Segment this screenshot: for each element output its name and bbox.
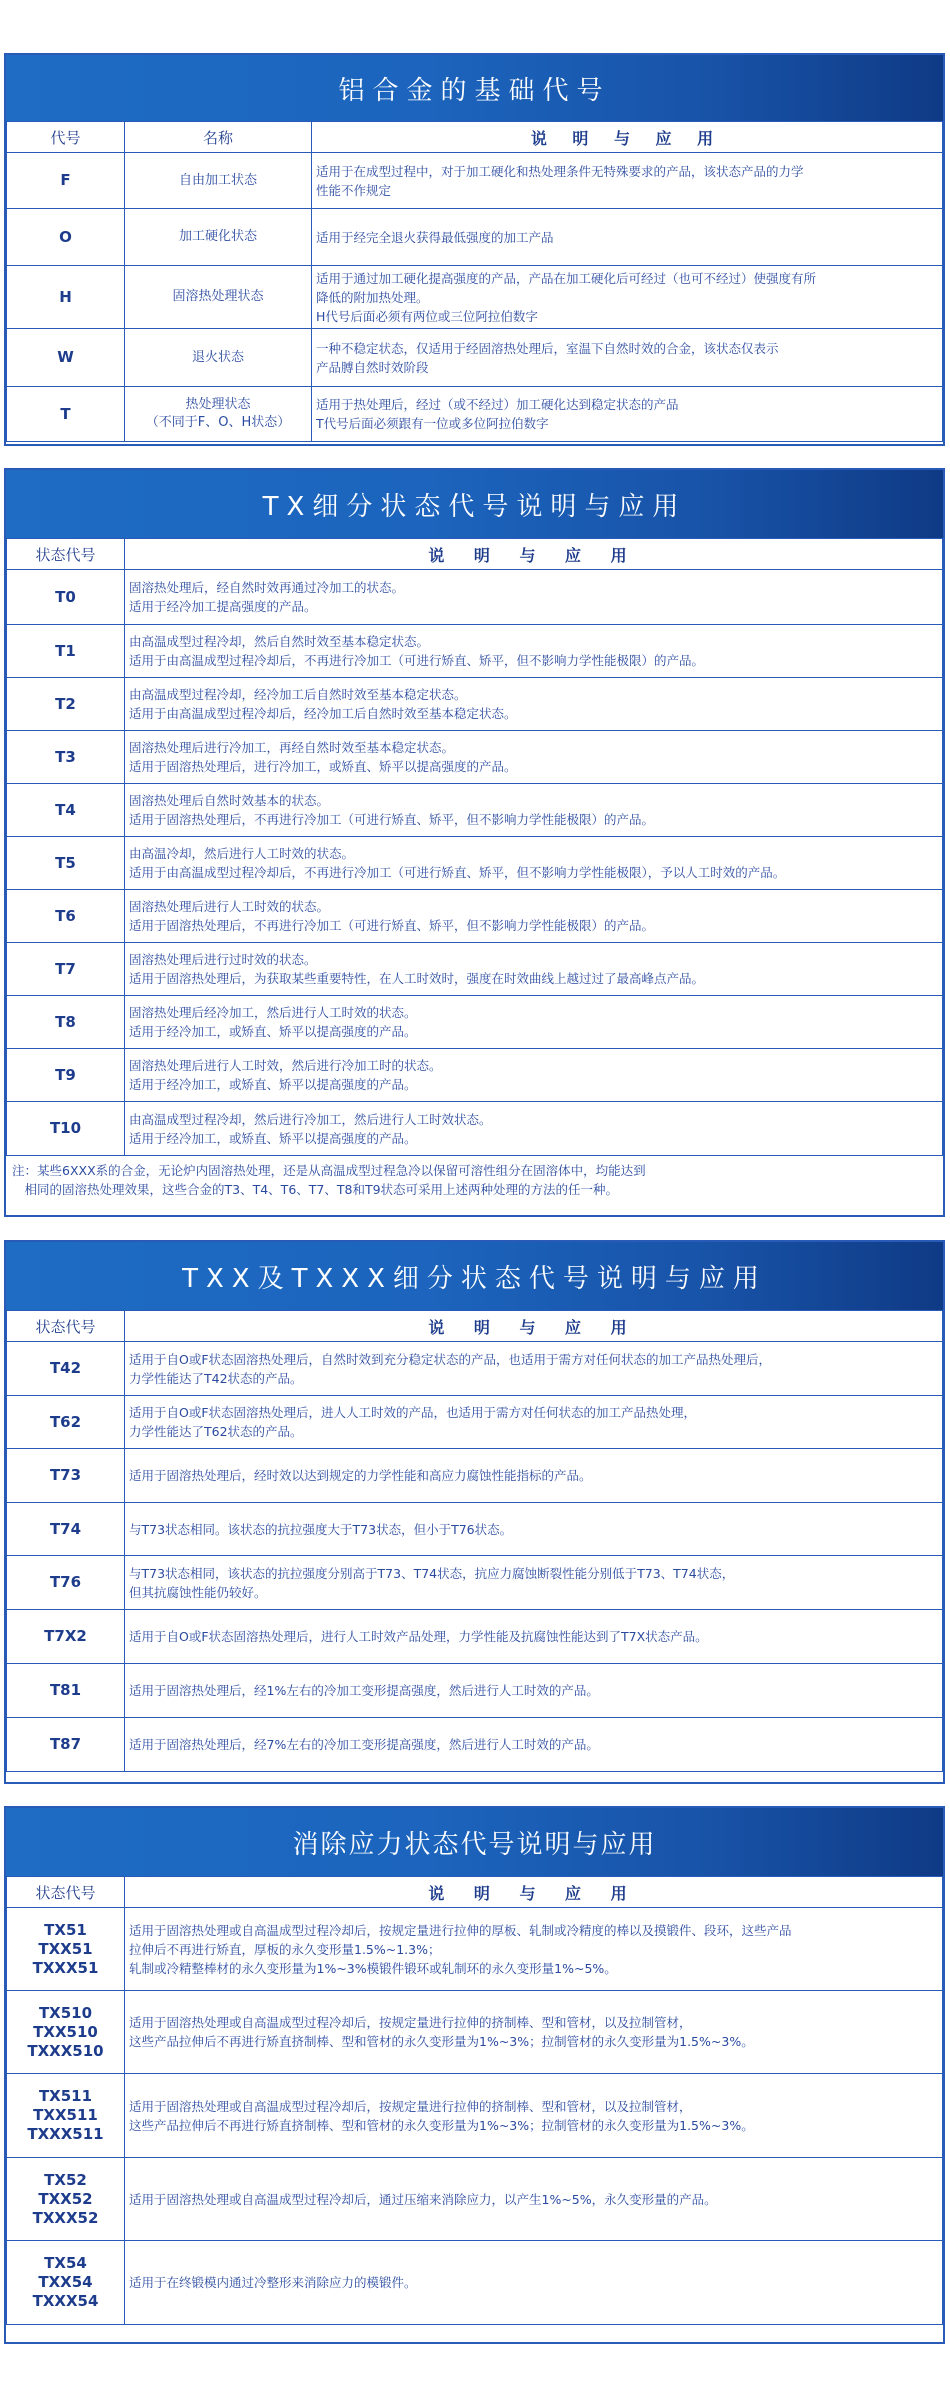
- row-desc: 由高温成型过程冷却，然后进行冷加工，然后进行人工时效状态。 适用于经冷加工，或矫直、矫平以提高强度的产品。: [125, 1102, 943, 1156]
- row-desc: 适用于通过加工硬化提高强度的产品，产品在加工硬化后可经过（也可不经过）使强度有所 降低的附加热处理。 H代号后面必须有两位或三位阿拉伯数字: [312, 266, 943, 329]
- table-row: [7, 1049, 943, 1102]
- header-code: 代号: [7, 122, 125, 153]
- header-name: 名称: [125, 122, 312, 153]
- row-desc: 固溶热处理后经冷加工，然后进行人工时效的状态。 适用于经冷加工，或矫直、矫平以提高强度的产品。: [125, 996, 943, 1049]
- table-header-row: [7, 539, 943, 570]
- row-desc: 适用于固溶热处理或自高温成型过程冷却后，按规定量进行拉伸的挤制棒、型和管材，以及拉制管材， 这些产品拉伸后不再进行矫直挤制棒、型和管材的永久变形量为1%~3%；拉制管材的永久变形量为1.5%~3%。: [125, 2074, 943, 2158]
- table-row: [7, 678, 943, 731]
- table-row: [7, 329, 943, 387]
- table-row: [7, 2241, 943, 2325]
- row-desc: 适用于固溶热处理或自高温成型过程冷却后，按规定量进行拉伸的挤制棒、型和管材，以及拉制管材， 这些产品拉伸后不再进行矫直挤制棒、型和管材的永久变形量为1%~3%；拉制管材的永久变形量为1.5%~3%。: [125, 1991, 943, 2074]
- row-desc: 适用于经完全退火获得最低强度的加工产品: [312, 209, 943, 266]
- row-code: W: [7, 329, 125, 387]
- row-code: T3: [7, 731, 125, 784]
- section-title: TXX及TXXX细分状态代号说明与应用: [182, 1263, 767, 1294]
- table-row: [7, 1102, 943, 1156]
- table-row: [7, 570, 943, 625]
- row-code: T81: [7, 1664, 125, 1718]
- table-row: [7, 2158, 943, 2241]
- row-code: T: [7, 387, 125, 442]
- row-code: T73: [7, 1449, 125, 1503]
- row-desc: 由高温冷却，然后进行人工时效的状态。 适用于由高温成型过程冷却后，不再进行冷加工（可进行矫直、矫平，但不影响力学性能极限），予以人工时效的产品。: [125, 837, 943, 890]
- header-desc: 说 明 与 应 用: [125, 1311, 943, 1342]
- row-desc: 与T73状态相同，该状态的抗拉强度分别高于T73、T74状态，抗应力腐蚀断裂性能分别低于T73、T74状态， 但其抗腐蚀性能仍较好。: [125, 1556, 943, 1610]
- row-desc: 适用于热处理后，经过（或不经过）加工硬化达到稳定状态的产品 T代号后面必须跟有一位或多位阿拉伯数字: [312, 387, 943, 442]
- row-code: F: [7, 153, 125, 209]
- header-desc: 说 明 与 应 用: [125, 539, 943, 570]
- row-code: T10: [7, 1102, 125, 1156]
- tx-codes-table: [6, 538, 943, 1156]
- table-row: [7, 1908, 943, 1991]
- table-row: [7, 1664, 943, 1718]
- row-code: T74: [7, 1503, 125, 1556]
- table-row: [7, 1503, 943, 1556]
- row-name: 退火状态: [125, 329, 312, 387]
- section-banner: [6, 55, 943, 121]
- row-code: O: [7, 209, 125, 266]
- table-row: [7, 1556, 943, 1610]
- row-desc: 固溶热处理后进行过时效的状态。 适用于固溶热处理后，为获取某些重要特性，在人工时效时，强度在时效曲线上越过过了最高峰点产品。: [125, 943, 943, 996]
- table-row: [7, 209, 943, 266]
- table-row: [7, 153, 943, 209]
- row-desc: 适用于固溶热处理或自高温成型过程冷却后，通过压缩来消除应力，以产生1%~5%，永久变形量的产品。: [125, 2158, 943, 2241]
- table-row: [7, 1718, 943, 1772]
- header-desc: 说 明 与 应 用: [312, 122, 943, 153]
- row-desc: 固溶热处理后自然时效基本的状态。 适用于固溶热处理后，不再进行冷加工（可进行矫直、矫平，但不影响力学性能极限）的产品。: [125, 784, 943, 837]
- row-code: T42: [7, 1342, 125, 1396]
- section-tx-codes: [4, 468, 945, 1217]
- section-title: 铝合金的基础代号: [338, 75, 611, 106]
- header-code: 状态代号: [7, 539, 125, 570]
- row-desc: 适用于固溶热处理后，经7%左右的冷加工变形提高强度，然后进行人工时效的产品。: [125, 1718, 943, 1772]
- row-code: T7: [7, 943, 125, 996]
- row-code: TX511 TXX511 TXXX511: [7, 2074, 125, 2158]
- row-code: TX510 TXX510 TXXX510: [7, 1991, 125, 2074]
- row-desc: 适用于自O或F状态固溶热处理后，进行人工时效产品处理，力学性能及抗腐蚀性能达到了T7X状态产品。: [125, 1610, 943, 1664]
- section-banner: [6, 470, 943, 538]
- table-row: [7, 943, 943, 996]
- row-desc: 由高温成型过程冷却，经冷加工后自然时效至基本稳定状态。 适用于由高温成型过程冷却后，经冷加工后自然时效至基本稳定状态。: [125, 678, 943, 731]
- row-name: 加工硬化状态: [125, 209, 312, 266]
- row-code: T76: [7, 1556, 125, 1610]
- section-stress-relief-codes: [4, 1806, 945, 2344]
- row-code: T8: [7, 996, 125, 1049]
- table-row: [7, 266, 943, 329]
- row-code: TX54 TXX54 TXXX54: [7, 2241, 125, 2325]
- table-header-row: [7, 122, 943, 153]
- table-row: [7, 784, 943, 837]
- row-desc: 一种不稳定状态，仅适用于经固溶热处理后，室温下自然时效的合金，该状态仅表示 产品膊自然时效阶段: [312, 329, 943, 387]
- stress-relief-table: [6, 1876, 943, 2325]
- row-desc: 适用于在终锻模内通过冷整形来消除应力的模锻件。: [125, 2241, 943, 2325]
- section-txx-codes: [4, 1240, 945, 1784]
- row-code: T5: [7, 837, 125, 890]
- row-code: T2: [7, 678, 125, 731]
- row-code: H: [7, 266, 125, 329]
- section-banner: [6, 1242, 943, 1310]
- row-name: 固溶热处理状态: [125, 266, 312, 329]
- table-note: 注：某些6XXX系的合金，无论炉内固溶热处理，还是从高温成型过程急冷以保留可溶性组分在固溶体中，均能达到 相同的固溶热处理效果，这些合金的T3、T4、T6、T7、T8和T9状态可采用上述两种处理的方法的任一种。: [12, 1163, 646, 1197]
- table-row: [7, 387, 943, 442]
- row-code: TX51 TXX51 TXXX51: [7, 1908, 125, 1991]
- row-desc: 由高温成型过程冷却，然后自然时效至基本稳定状态。 适用于由高温成型过程冷却后，不再进行冷加工（可进行矫直、矫平，但不影响力学性能极限）的产品。: [125, 625, 943, 678]
- row-desc: 适用于自O或F状态固溶热处理后，自然时效到充分稳定状态的产品，也适用于需方对任何状态的加工产品热处理后， 力学性能达了T42状态的产品。: [125, 1342, 943, 1396]
- table-row: [7, 1449, 943, 1503]
- row-name: 自由加工状态: [125, 153, 312, 209]
- row-code: T7X2: [7, 1610, 125, 1664]
- table-header-row: [7, 1311, 943, 1342]
- row-code: T87: [7, 1718, 125, 1772]
- table-row: [7, 890, 943, 943]
- row-code: TX52 TXX52 TXXX52: [7, 2158, 125, 2241]
- header-desc: 说 明 与 应 用: [125, 1877, 943, 1908]
- row-code: T0: [7, 570, 125, 625]
- table-row: [7, 1396, 943, 1449]
- row-desc: 固溶热处理后进行冷加工，再经自然时效至基本稳定状态。 适用于固溶热处理后，进行冷加工，或矫直、矫平以提高强度的产品。: [125, 731, 943, 784]
- row-desc: 适用于固溶热处理后，经时效以达到规定的力学性能和高应力腐蚀性能指标的产品。: [125, 1449, 943, 1503]
- table-row: [7, 1991, 943, 2074]
- row-code: T1: [7, 625, 125, 678]
- row-desc: 固溶热处理后，经自然时效再通过冷加工的状态。 适用于经冷加工提高强度的产品。: [125, 570, 943, 625]
- row-desc: 与T73状态相同。该状态的抗拉强度大于T73状态，但小于T76状态。: [125, 1503, 943, 1556]
- table-row: [7, 625, 943, 678]
- row-desc: 适用于自O或F状态固溶热处理后，进人人工时效的产品，也适用于需方对任何状态的加工产品热处理， 力学性能达了T62状态的产品。: [125, 1396, 943, 1449]
- row-code: T6: [7, 890, 125, 943]
- section-basic-codes: [4, 53, 945, 446]
- row-desc: 适用于在成型过程中，对于加工硬化和热处理条件无特殊要求的产品，该状态产品的力学 性能不作规定: [312, 153, 943, 209]
- table-row: [7, 1342, 943, 1396]
- txx-codes-table: [6, 1310, 943, 1772]
- row-name: 热处理状态 （不同于F、O、H状态）: [125, 387, 312, 442]
- row-code: T9: [7, 1049, 125, 1102]
- table-row: [7, 731, 943, 784]
- row-code: T62: [7, 1396, 125, 1449]
- basic-codes-table: [6, 121, 943, 442]
- table-header-row: [7, 1877, 943, 1908]
- table-row: [7, 837, 943, 890]
- table-row: [7, 996, 943, 1049]
- table-row: [7, 1610, 943, 1664]
- section-title: TX细分状态代号说明与应用: [262, 491, 687, 522]
- header-code: 状态代号: [7, 1311, 125, 1342]
- row-code: T4: [7, 784, 125, 837]
- section-title: 消除应力状态代号说明与应用: [292, 1829, 657, 1860]
- row-desc: 适用于固溶热处理后，经1%左右的冷加工变形提高强度，然后进行人工时效的产品。: [125, 1664, 943, 1718]
- row-desc: 适用于固溶热处理或自高温成型过程冷却后，按规定量进行拉伸的厚板、轧制或冷精度的棒以及摸锻件、段环，这些产品 拉伸后不再进行矫直，厚板的永久变形量1.5%~1.3%； 轧制或冷精整棒材的永久变形量为1%~3%模锻件锻环或轧制环的永久变形量1%~5%。: [125, 1908, 943, 1991]
- header-code: 状态代号: [7, 1877, 125, 1908]
- table-row: [7, 2074, 943, 2158]
- row-desc: 固溶热处理后进行人工时效的状态。 适用于固溶热处理后，不再进行冷加工（可进行矫直、矫平，但不影响力学性能极限）的产品。: [125, 890, 943, 943]
- section-banner: [6, 1808, 943, 1876]
- row-desc: 固溶热处理后进行人工时效，然后进行冷加工时的状态。 适用于经冷加工，或矫直、矫平以提高强度的产品。: [125, 1049, 943, 1102]
